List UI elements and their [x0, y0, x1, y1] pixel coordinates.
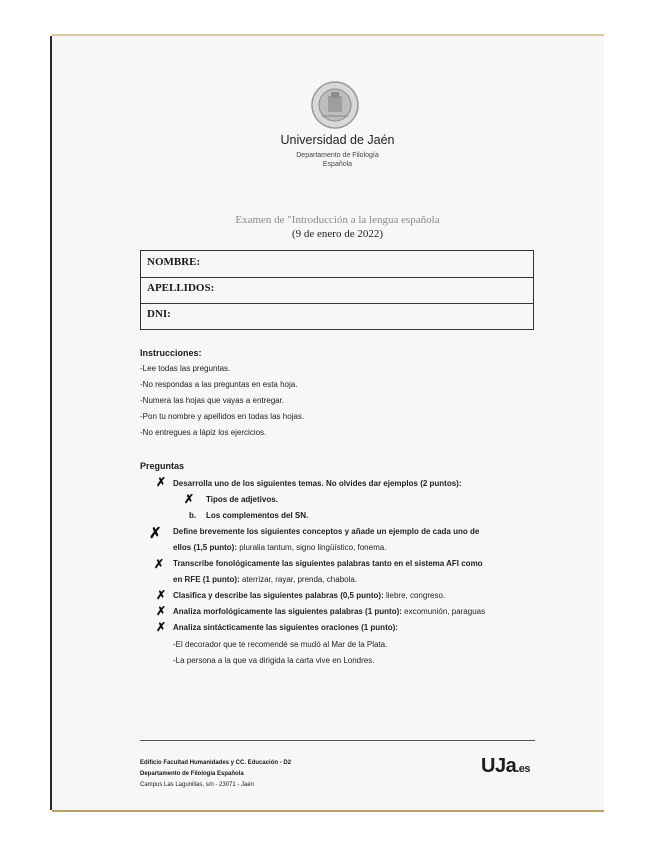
- crossed-marker-icon: ✗: [154, 557, 165, 571]
- question-1b: Los complementos del SN.: [206, 511, 309, 520]
- exam-date: (9 de enero de 2022): [291, 228, 384, 240]
- question-1a: Tipos de adjetivos.: [206, 495, 278, 504]
- questions-heading: Preguntas: [140, 461, 185, 471]
- university-name: Universidad de Jaén: [280, 133, 395, 147]
- instruction-item: -Lee todas las preguntas.: [140, 364, 231, 373]
- footer-department: Departamento de Filología Española: [140, 771, 244, 777]
- department-name: Departamento de Filología Española: [296, 152, 379, 168]
- instruction-item: -No respondas a las preguntas en esta hoja.: [140, 380, 298, 389]
- crossed-marker-icon: ✗: [156, 475, 167, 489]
- question-4: Clasifica y describe las siguientes palabras (0,5 punto): liebre, congreso.: [173, 591, 446, 600]
- footer-address: Campus Las Lagunillas, s/n - 23071 - Jaén: [140, 782, 255, 788]
- question-6-sentence-2: -La persona a la que va dirigida la carta vive en Londres.: [173, 656, 375, 665]
- instruction-item: -Numera las hojas que vayas a entregar.: [140, 396, 285, 405]
- crossed-marker-icon: ✗: [156, 620, 167, 634]
- instructions-heading: Instrucciones:: [140, 348, 202, 358]
- question-3-line2: en RFE (1 punto): aterrizar, rayar, prenda, chabola.: [173, 575, 358, 584]
- question-2-line1: Define brevemente los siguientes conceptos y añade un ejemplo de cada uno de: [173, 527, 480, 536]
- footer-building: Edificio Facultad Humanidades y CC. Educación - D2: [140, 760, 292, 766]
- footer-divider: [140, 740, 535, 741]
- name-field: NOMBRE:: [141, 251, 533, 278]
- instruction-item: -No entregues a lápiz los ejercicios.: [140, 428, 267, 437]
- dni-field: DNI:: [147, 308, 171, 320]
- crossed-marker-icon: ✗: [156, 604, 167, 618]
- crossed-marker-icon: ✗: [149, 525, 162, 542]
- question-2-line2: ellos (1,5 punto): pluralia tantum, signo lingüístico, fonema.: [173, 543, 387, 552]
- question-6-sentence-1: -El decorador que te recomendé se mudó al Mar de la Plata.: [173, 640, 388, 649]
- question-1: Desarrolla uno de los siguientes temas. No olvides dar ejemplos (2 puntos):: [173, 479, 462, 488]
- question-3-line1: Transcribe fonológicamente las siguientes palabras tanto en el sistema AFI como: [173, 559, 483, 568]
- instruction-item: -Pon tu nombre y apellidos en todas las hojas.: [140, 412, 305, 421]
- question-5: Analiza morfológicamente las siguientes palabras (1 punto): excomunión, paraguas: [173, 607, 486, 616]
- exam-title: Examen de "Introducción a la lengua española: [235, 214, 440, 226]
- university-crest-icon: [310, 80, 360, 130]
- question-1b-letter: b.: [189, 511, 197, 520]
- question-6: Analiza sintácticamente las siguientes oraciones (1 punto):: [173, 623, 398, 632]
- crossed-marker-icon: ✗: [156, 588, 167, 602]
- student-id-box: [140, 250, 534, 330]
- uja-logo: UJa.es: [481, 755, 530, 777]
- crossed-marker-icon: ✗: [184, 492, 195, 506]
- surname-field: APELLIDOS:: [141, 277, 533, 304]
